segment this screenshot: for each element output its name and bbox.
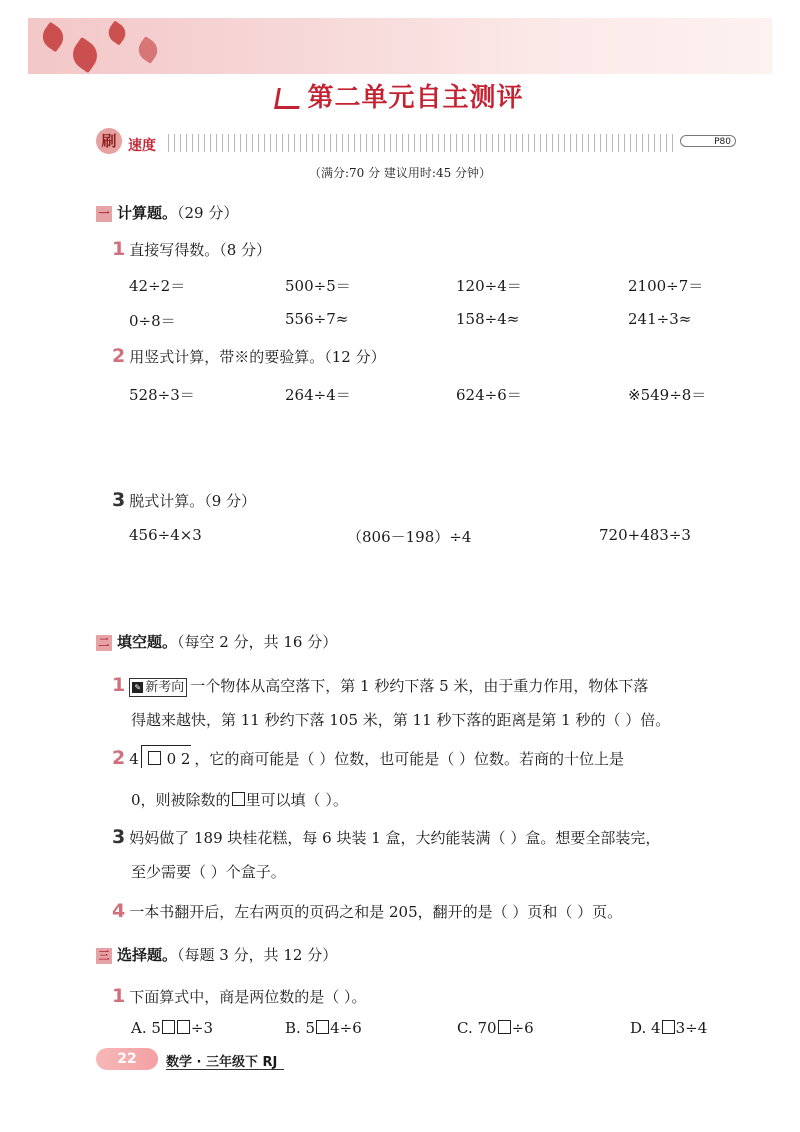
section-3-heading: 三 选择题。（每题 3 分，共 12 分） bbox=[96, 944, 337, 965]
blank-box bbox=[498, 1020, 511, 1034]
brush-icon: 刷 bbox=[96, 128, 122, 154]
page-title: 第二单元自主测评 bbox=[0, 77, 800, 114]
expr-cell: 456÷4×3 bbox=[129, 526, 202, 544]
question-2-3-cont: 至少需要（ ）个盒子。 bbox=[131, 863, 286, 881]
check-icon bbox=[275, 88, 304, 109]
question-number: 2 bbox=[112, 345, 126, 367]
question-number: 1 bbox=[112, 238, 126, 260]
page-ref-tag: P80 bbox=[680, 135, 736, 147]
section-2-heading: 二 填空题。（每空 2 分，共 16 分） bbox=[96, 631, 337, 652]
blank-box bbox=[662, 1020, 675, 1034]
expr-cell: 120÷4＝ bbox=[456, 277, 522, 295]
question-number: 1 bbox=[112, 674, 126, 696]
new-direction-tag: ✎ 新考向 bbox=[129, 678, 187, 697]
section-badge: 三 bbox=[96, 948, 112, 964]
maple-leaf-icon bbox=[134, 36, 162, 64]
expr-cell: 42÷2＝ bbox=[129, 277, 186, 295]
question-number: 1 bbox=[112, 985, 126, 1007]
question-3-1: 1 下面算式中，商是两位数的是（ ）。 bbox=[112, 985, 367, 1007]
blank-box bbox=[162, 1020, 175, 1034]
blank-box bbox=[232, 792, 245, 806]
question-2-1-cont: 得越来越快，第 11 秒约下落 105 米，第 11 秒下落的距离是第 1 秒的（ ）倍。 bbox=[131, 711, 671, 729]
question-1-2: 2 用竖式计算，带※的要验算。（12 分） bbox=[112, 345, 386, 367]
section-badge: 二 bbox=[96, 635, 112, 651]
page-number: 22 bbox=[96, 1048, 158, 1070]
question-2-4: 4 一本书翻开后，左右两页的页码之和是 205，翻开的是（ ）页和（ ）页。 bbox=[112, 900, 623, 922]
section-badge: 一 bbox=[96, 206, 112, 222]
footer-underline bbox=[166, 1069, 284, 1070]
speed-label: 速度 bbox=[128, 138, 156, 154]
page-footer bbox=[96, 1048, 296, 1072]
expr-cell: （806－198）÷4 bbox=[347, 528, 472, 546]
question-2-2-cont: 0，则被除数的 里可以填（ ）。 bbox=[131, 791, 348, 809]
expr-cell: 528÷3＝ bbox=[129, 386, 195, 404]
new-icon: ✎ bbox=[132, 682, 143, 693]
question-number: 3 bbox=[112, 489, 126, 511]
question-2-3: 3 妈妈做了 189 块桂花糕，每 6 块装 1 盒，大约能装满（ ）盒。想要全部装完， bbox=[112, 826, 661, 848]
question-number: 3 bbox=[112, 826, 126, 848]
footer-subject: 数学 · 三年级下 RJ bbox=[166, 1055, 278, 1070]
expr-cell: 264÷4＝ bbox=[285, 386, 351, 404]
question-2-2: 2 4 0 2 ，它的商可能是（ ）位数，也可能是（ ）位数。若商的十位上是 bbox=[112, 741, 762, 777]
blank-box bbox=[177, 1020, 190, 1034]
expr-cell: 556÷7≈ bbox=[285, 310, 349, 328]
option-b: B. 5 4÷6 bbox=[285, 1019, 362, 1037]
maple-leaf-icon bbox=[104, 20, 129, 45]
option-a: A. 5 ÷3 bbox=[131, 1019, 214, 1037]
speed-ruler bbox=[168, 134, 673, 152]
exam-meta: （满分:70 分 建议用时:45 分钟） bbox=[308, 166, 492, 180]
top-banner bbox=[28, 18, 772, 74]
question-1-1: 1 直接写得数。（8 分） bbox=[112, 238, 272, 260]
expr-cell: 2100÷7＝ bbox=[628, 277, 704, 295]
expr-cell: 158÷4≈ bbox=[456, 310, 520, 328]
maple-leaf-icon bbox=[67, 37, 103, 73]
expr-cell: 500÷5＝ bbox=[285, 277, 351, 295]
question-number: 4 bbox=[112, 900, 126, 922]
expr-cell: 624÷6＝ bbox=[456, 386, 522, 404]
question-1-3: 3 脱式计算。（9 分） bbox=[112, 489, 257, 511]
maple-leaf-icon bbox=[38, 22, 69, 53]
option-d: D. 4 3÷4 bbox=[630, 1019, 708, 1037]
blank-box bbox=[316, 1020, 329, 1034]
question-number: 2 bbox=[112, 747, 126, 769]
question-2-1: 1 ✎ 新考向 一个物体从高空落下，第 1 秒约下落 5 米，由于重力作用，物体下落 bbox=[112, 674, 649, 696]
option-c: C. 70 ÷6 bbox=[457, 1019, 534, 1037]
section-1-heading: 一 计算题。（29 分） bbox=[96, 202, 238, 223]
expr-cell: 0÷8＝ bbox=[129, 312, 176, 330]
expr-cell: 241÷3≈ bbox=[628, 310, 692, 328]
expr-cell: ※549÷8＝ bbox=[628, 386, 707, 404]
long-division-bracket: 0 2 bbox=[141, 742, 191, 777]
expr-cell: 720+483÷3 bbox=[599, 526, 691, 544]
speed-bar bbox=[96, 128, 736, 158]
